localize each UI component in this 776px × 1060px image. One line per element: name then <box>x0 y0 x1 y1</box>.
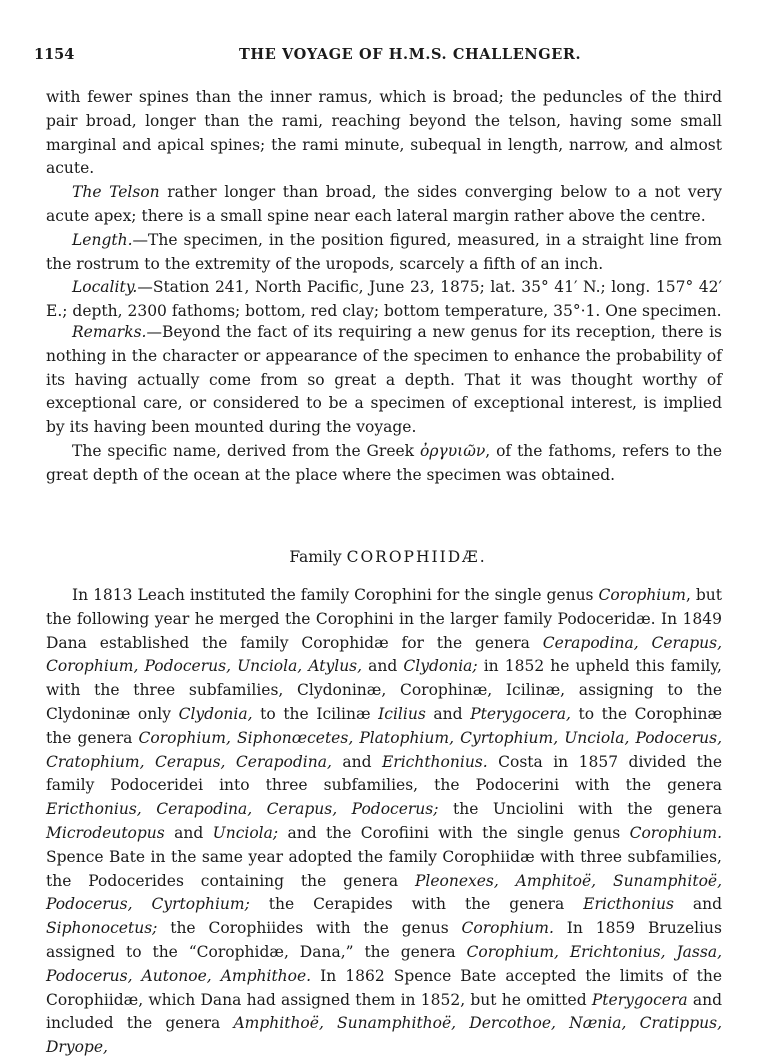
length-text: —The specimen, in the position figured, measured, in a straight line from the rostrum to the extremity of the uropods, scarcely a fifth of an inch. <box>46 230 722 273</box>
family-block <box>46 584 722 1060</box>
locality-paragraph <box>46 276 722 324</box>
length-paragraph <box>46 229 722 277</box>
description-block <box>46 86 722 324</box>
telson-paragraph <box>46 181 722 229</box>
page-header <box>34 46 724 68</box>
family-heading: Family COROPHIIDÆ. <box>289 548 487 566</box>
remarks-text: —Beyond the fact of its requiring a new genus for its reception, there is nothing in the character or appearance of the specimen to enhance the probability of its having actually come from so great a depth. That it was thought worthy of exceptional care, or considered to be a specimen of exceptional interest, is implied by its having been mounted during the voyage. <box>46 323 722 437</box>
specific-name-paragraph: The specific name, derived from the Greek ὀργυιῶν, of the fathoms, refers to the great depth of the ocean at the place where the specimen was obtained. <box>46 441 722 484</box>
page-number: 1154 <box>34 46 75 63</box>
locality-text: —Station 241, North Pacific, June 23, 1875; lat. 35° 41′ N.; long. 157° 42′ E.; depth, 2300 fathoms; bottom, red clay; bottom temperature, 35°·1. One specimen. <box>46 278 722 321</box>
telson-label: The Telson <box>72 183 160 202</box>
remarks-block <box>46 321 722 488</box>
family-name: COROPHIIDÆ. <box>346 548 487 566</box>
remarks-label: Remarks. <box>72 323 147 341</box>
running-title: THE VOYAGE OF H.M.S. CHALLENGER. <box>239 46 582 63</box>
locality-label: Locality. <box>72 278 138 297</box>
uropods-paragraph: with fewer spines than the inner ramus, which is broad; the peduncles of the third pair broad, longer than the rami, reaching beyond the telson, having some small marginal and apical spines; the rami minute, subequal in length, narrow, and almost acute. <box>46 88 722 178</box>
remarks-paragraph <box>46 321 722 440</box>
telson-text: rather longer than broad, the sides converging below to a not very acute apex; there is a small spine near each lateral margin rather above the centre. <box>46 183 722 225</box>
length-label: Length. <box>72 230 133 249</box>
family-history-paragraph: In 1813 Leach instituted the family Corophini for the single genus Corophium, but the following year he merged the Corophini in the larger family Podoceridæ. In 1849 Dana established the family Corophidæ for the genera Cerapodina, Cerapus, Corophium, Podocerus, Unciola, Atylus, and Clydonia; in 1852 he upheld this family, with the three subfamilies, Clydoninæ, Corophinæ, Icilinæ, assigning to the Clydoninæ only Clydonia, to the Icilinæ Icilius and Pterygocera, to the Corophinæ the genera Corophium, Siphonœcetes, Platophium, Cyrtophium, Unciola, Podocerus, Cratophium, Cerapus, Cerapodina, and Erichthonius. Costa in 1857 divided the family Podoceridei into three subfamilies, the Podocerini with the genera Ericthonius, Cerapodina, Cerapus, Podocerus; the Unciolini with the genera Microdeutopus and Unciola; and the Corofiini with the single genus Corophium. Spence Bate in the same year adopted the family Corophiidæ with three subfamilies, the Podocerides containing the genera Pleonexes, Amphitoë, Sunamphitoë, Podocerus, Cyrtophium; the Cerapides with the genera Ericthonius and Siphonocetus; the Corophiides with the genus Corophium. In 1859 Bruzelius assigned to the “Corophidæ, Dana,” the genera Corophium, Erichtonius, Jassa, Podocerus, Autonoe, Amphithoe. In 1862 Spence Bate accepted the limits of the Corophiidæ, which Dana had assigned them in 1852, but he omitted Pterygocera and included the genera Amphithoë, Sunamphithoë, Dercothoe, Nænia, Cratippus, Dryope, <box>46 586 723 1057</box>
greek-word: ὀργυιῶν <box>419 441 486 460</box>
